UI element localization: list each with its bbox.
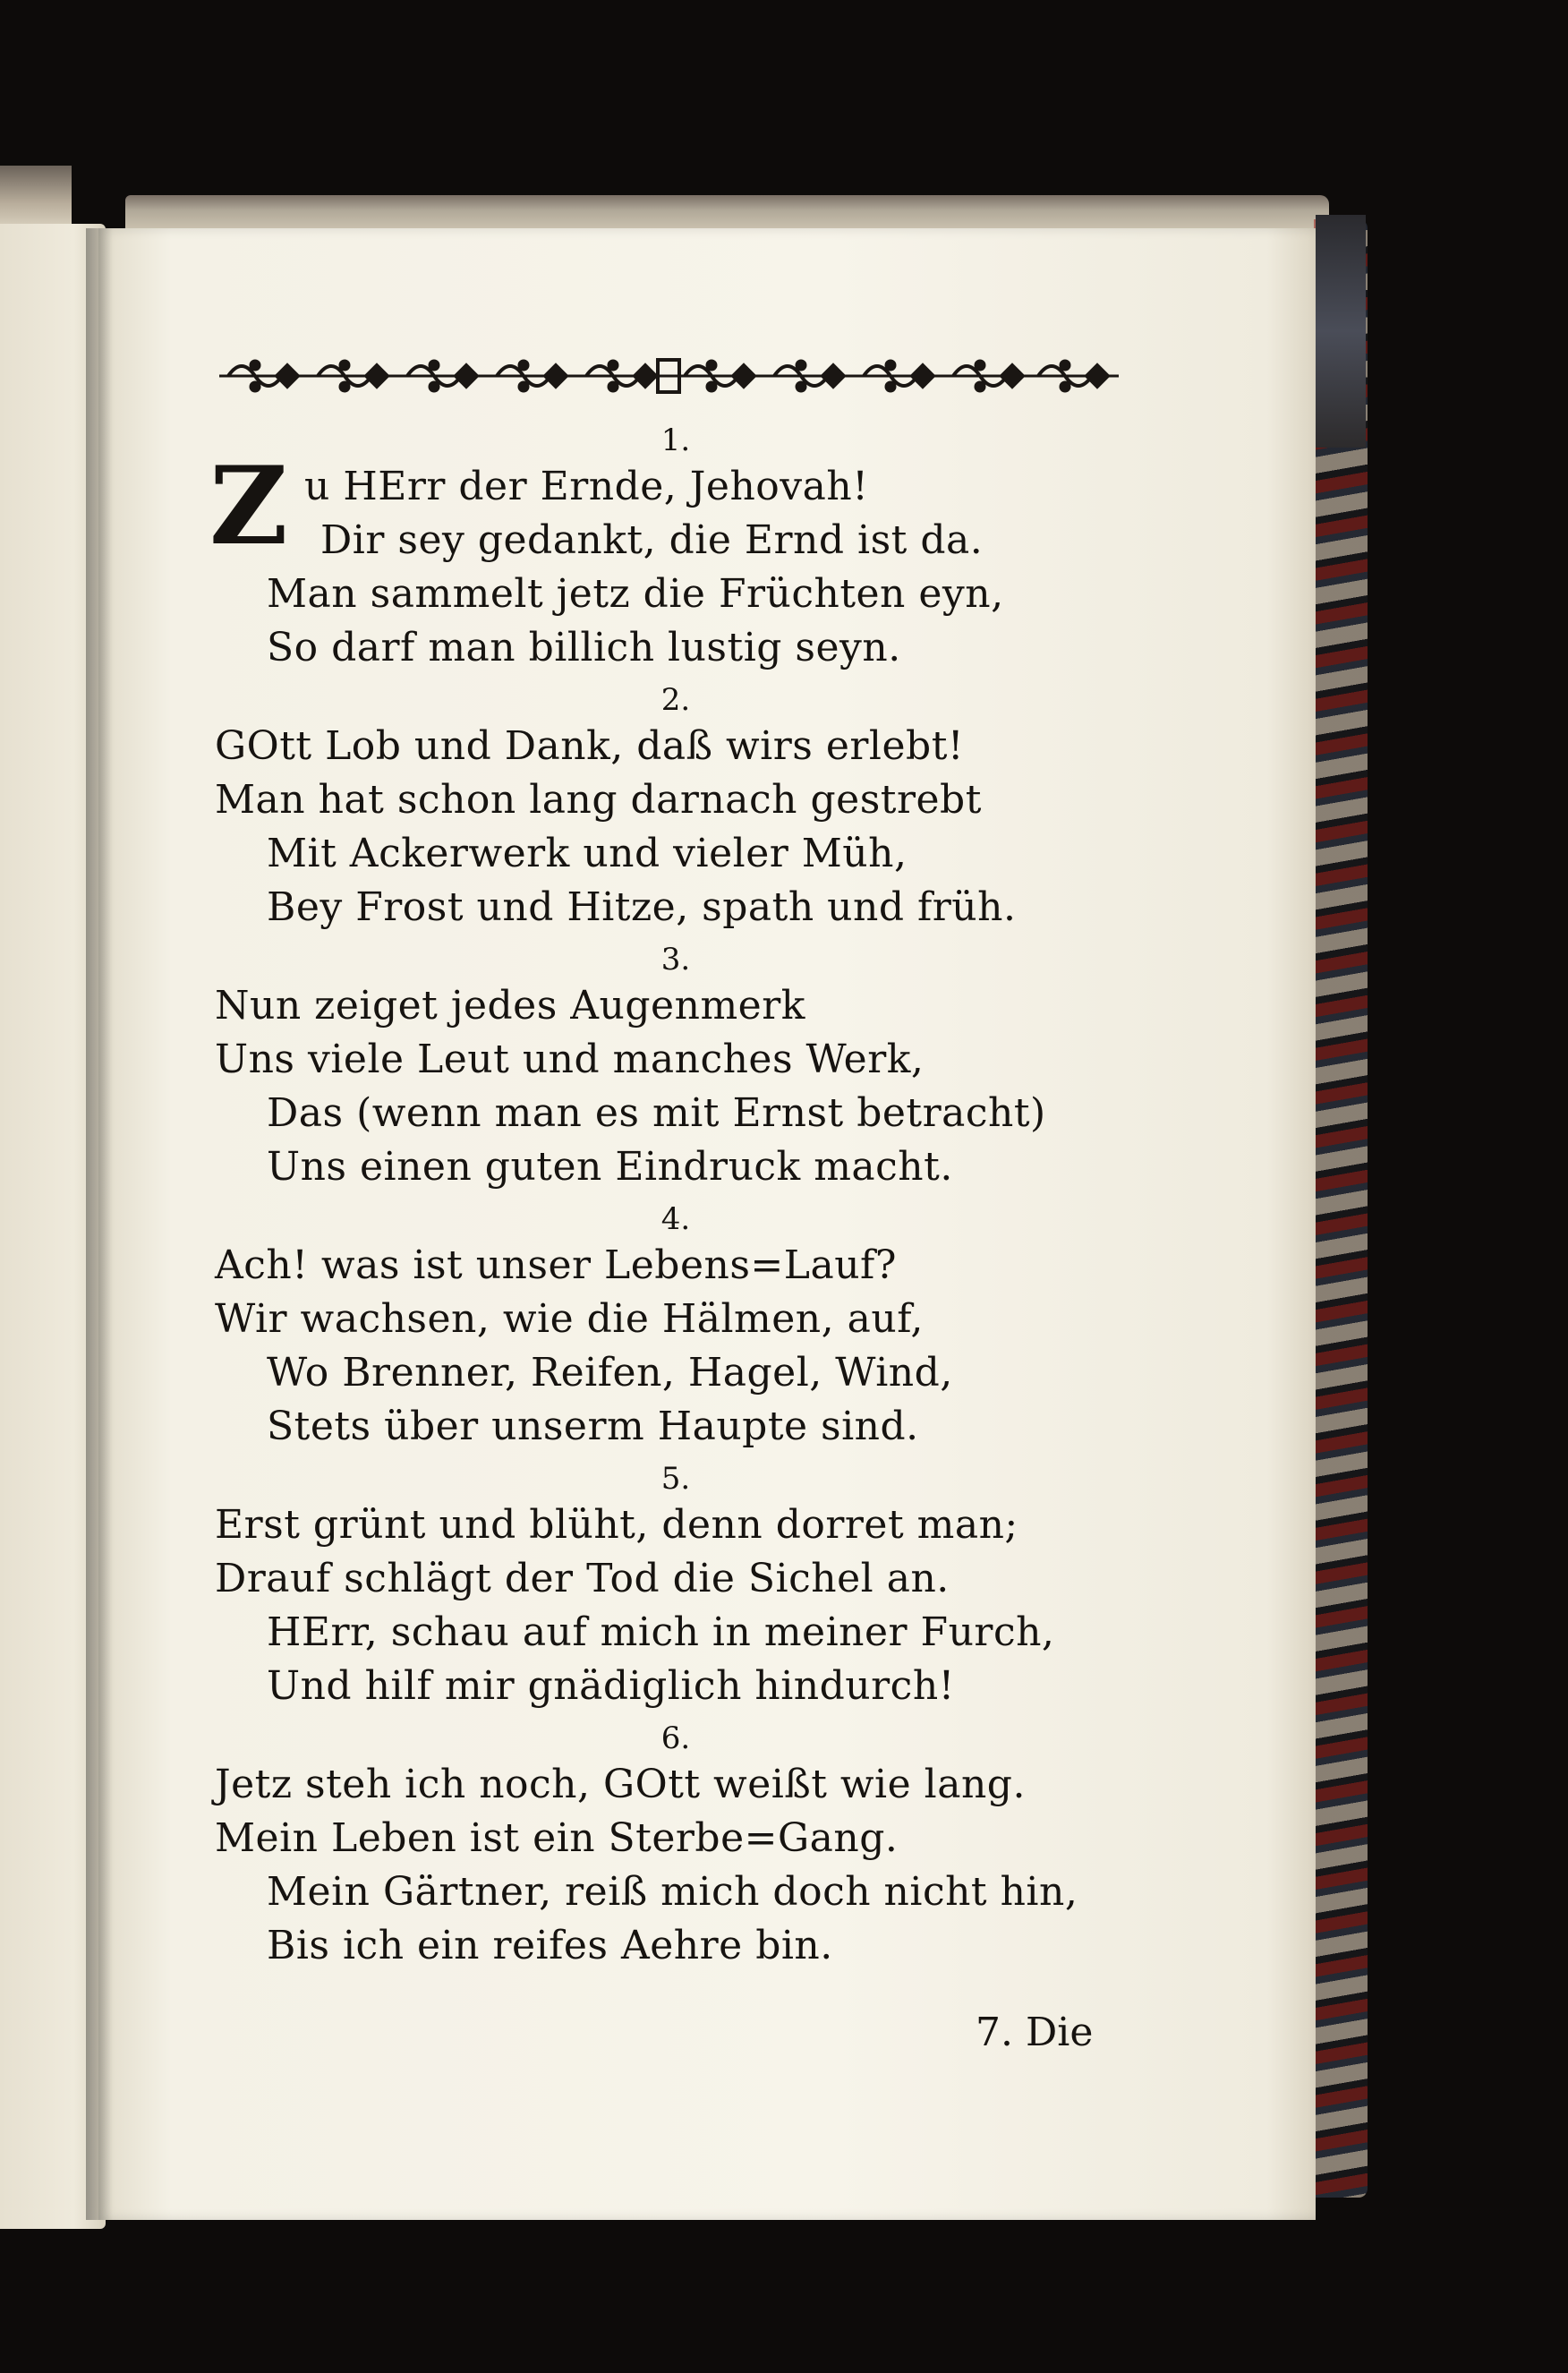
stanza-1: [209, 421, 1119, 675]
fore-edge-shadow: [1316, 215, 1366, 448]
marbled-fore-edge: [1314, 219, 1368, 2198]
stanza-number: 3.: [660, 942, 691, 977]
catchword: 7. Die: [976, 2010, 1094, 2055]
verse-line: Jetz steh ich noch, GOtt weißt wie lang.: [215, 1762, 1026, 1807]
left-page-edge: [0, 166, 72, 228]
stanza-5: [215, 1459, 1119, 1713]
verse-line: Mein Gärtner, reiß mich doch nicht hin,: [267, 1869, 1078, 1915]
verse-line: Mit Ackerwerk und vieler Müh,: [267, 831, 908, 876]
verse-line: Uns einen guten Eindruck macht.: [267, 1144, 953, 1190]
stanza-number: 1.: [660, 423, 691, 458]
verse-line: GOtt Lob und Dank, daß wirs erlebt!: [215, 723, 965, 769]
verse-line: Wo Brenner, Reifen, Hagel, Wind,: [267, 1350, 953, 1396]
verse-line: Bis ich ein reifes Aehre bin.: [267, 1923, 833, 1968]
stanza-number: 4.: [660, 1201, 691, 1237]
verse-line: Drauf schlägt der Tod die Sichel an.: [215, 1556, 950, 1601]
verse-line: Erst grünt und blüht, denn dorret man;: [215, 1502, 1018, 1548]
book-top-edge: [125, 195, 1329, 233]
verse-line: Das (wenn man es mit Ernst betracht): [267, 1090, 1046, 1136]
stanza-2: [215, 680, 1119, 935]
gutter-shadow: [86, 228, 113, 2220]
drop-cap: Z: [209, 443, 288, 569]
stanza-6: [215, 1719, 1119, 1973]
hymn-text: [209, 421, 1119, 1973]
verse-line: Uns viele Leut und manches Werk,: [215, 1037, 925, 1082]
verse-line: Stets über unserm Haupte sind.: [267, 1404, 919, 1449]
verse-line: Man sammelt jetz die Früchten eyn,: [267, 571, 1004, 617]
verse-line: Man hat schon lang darnach gestrebt: [215, 777, 982, 823]
verse-line: HErr, schau auf mich in meiner Furch,: [267, 1609, 1055, 1655]
verse-line: Und hilf mir gnädiglich hindurch!: [267, 1663, 955, 1709]
stanza-number: 6.: [660, 1720, 691, 1756]
verse-line: Wir wachsen, wie die Hälmen, auf,: [215, 1296, 924, 1342]
decorative-ornament-band: [219, 349, 1119, 403]
verse-line: Dir sey gedankt, die Ernd ist da.: [320, 517, 984, 563]
verse-line: Mein Leben ist ein Sterbe=Gang.: [215, 1815, 899, 1861]
verse-line: u HErr der Ernde, Jehovah!: [304, 464, 869, 509]
verse-line: Ach! was ist unser Lebens=Lauf?: [215, 1242, 897, 1288]
stanza-number: 2.: [660, 682, 691, 718]
stanza-4: [215, 1199, 1119, 1454]
verse-line: So darf man billich lustig seyn.: [267, 625, 901, 670]
stanza-number: 5.: [660, 1461, 691, 1497]
verse-line: Bey Frost und Hitze, spath und früh.: [267, 884, 1017, 930]
verse-line: Nun zeiget jedes Augenmerk: [215, 983, 805, 1029]
stanza-3: [215, 940, 1119, 1194]
